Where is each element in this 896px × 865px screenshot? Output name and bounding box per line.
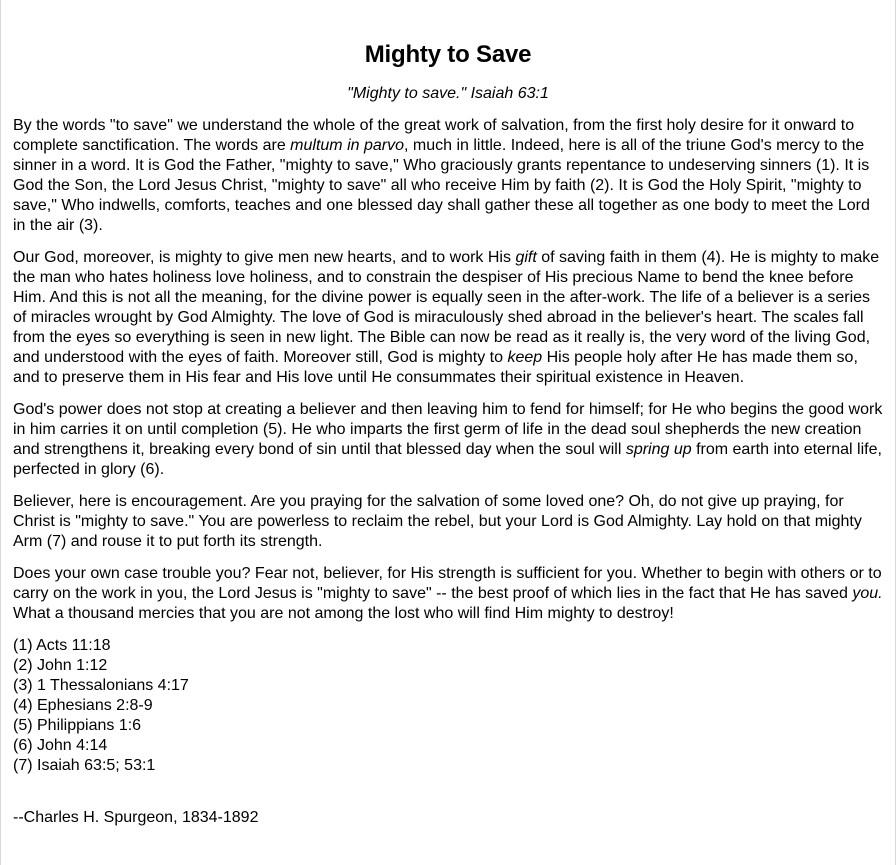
paragraph-2-emphasis-gift: gift bbox=[515, 249, 537, 266]
document-page bbox=[1, 0, 895, 828]
reference-item: (5) Philippians 1:6 bbox=[13, 717, 142, 734]
paragraph-1-text-a: By the words "to save" we understand the whole of the great work of salvation, from the first holy desire for it onward to complete sanctification. The words are bbox=[13, 117, 855, 154]
reference-item: (1) Acts 11:18 bbox=[13, 637, 111, 654]
reference-item: (7) Isaiah 63:5; 53:1 bbox=[13, 757, 156, 774]
paragraph-2-text-c: of saving faith in them (4). He is mighty to make the man who hates holiness love holiness, and to constrain the despiser of His precious Name to bend the knee before Him. And this is not all the meaning, for the divine power is equally seen in the after-work. The life of a believer is a series of miracles wrought by God Almighty. The love of God is miraculously shed abroad in the believer's heart. The scales fall from the eyes so everything is seen in new light. The Bible can now be read as it really is, the very word of the living God, and understood with the eyes of faith. Moreover still, God is mighty to bbox=[13, 249, 880, 366]
paragraph-3-text-a: God's power does not stop at creating a believer and then leaving him to fend for himself; for He who begins the good work in him carries it on until completion (5). He who imparts the first germ of life in the dead soul shepherds the new creation and strengthens it, breaking every bond of sin until that blessed day when the soul will bbox=[13, 401, 883, 458]
reference-item: (4) Ephesians 2:8-9 bbox=[13, 697, 153, 714]
paragraph-2 bbox=[13, 248, 883, 388]
scripture-subtitle: "Mighty to save." Isaiah 63:1 bbox=[347, 85, 549, 102]
author-attribution: --Charles H. Spurgeon, 1834-1892 bbox=[13, 809, 259, 826]
reference-item: (6) John 4:14 bbox=[13, 737, 108, 754]
paragraph-4: Believer, here is encouragement. Are you praying for the salvation of some loved one? Oh, do not give up praying, for Christ is "mighty to save." You are powerless to reclaim the rebel, but your Lord is God Almighty. Lay hold on that mighty Arm (7) and rouse it to put forth its strength. bbox=[13, 493, 862, 550]
reference-list bbox=[13, 636, 883, 776]
paragraph-5 bbox=[13, 564, 883, 624]
paragraph-3-emphasis: spring up bbox=[625, 441, 692, 458]
paragraph-1-emphasis: multum in parvo bbox=[290, 137, 404, 154]
page-title: Mighty to Save bbox=[364, 41, 532, 68]
paragraph-1-text-c: , much in little. Indeed, here is all of the triune God's mercy to the sinner in a word. It is God the Father, "mighty to save," Who graciously grants repentance to undeserving sinners (1). It is God the Son, the Lord Jesus Christ, "mighty to save" all who receive Him by faith (2). It is God the Holy Spirit, "mighty to save," Who indwells, comforts, teaches and one blessed day shall gather these all together as one body to meet the Lord in the air (3). bbox=[13, 137, 870, 234]
paragraph-5-text-c: What a thousand mercies that you are not among the lost who will find Him mighty to destroy! bbox=[13, 605, 674, 622]
paragraph-2-emphasis-keep: keep bbox=[507, 349, 543, 366]
paragraph-5-text-a: Does your own case trouble you? Fear not, believer, for His strength is sufficient for you. Whether to begin with others or to carry on the work in you, the Lord Jesus is "mighty to save" -- the best proof of which lies in the fact that He has saved bbox=[13, 565, 882, 602]
paragraph-3-text-c: from earth into eternal life, perfected in glory (6). bbox=[13, 441, 882, 478]
paragraph-2-text-e: His people holy after He has made them so, and to preserve them in His fear and His love until He consummates their spiritual existence in Heaven. bbox=[13, 349, 858, 386]
paragraph-1 bbox=[13, 116, 883, 236]
paragraph-2-text-a: Our God, moreover, is mighty to give men new hearts, and to work His bbox=[13, 249, 516, 266]
reference-item: (3) 1 Thessalonians 4:17 bbox=[13, 677, 189, 694]
paragraph-3 bbox=[13, 400, 883, 480]
reference-item: (2) John 1:12 bbox=[13, 657, 108, 674]
paragraph-5-emphasis: you. bbox=[852, 585, 883, 602]
